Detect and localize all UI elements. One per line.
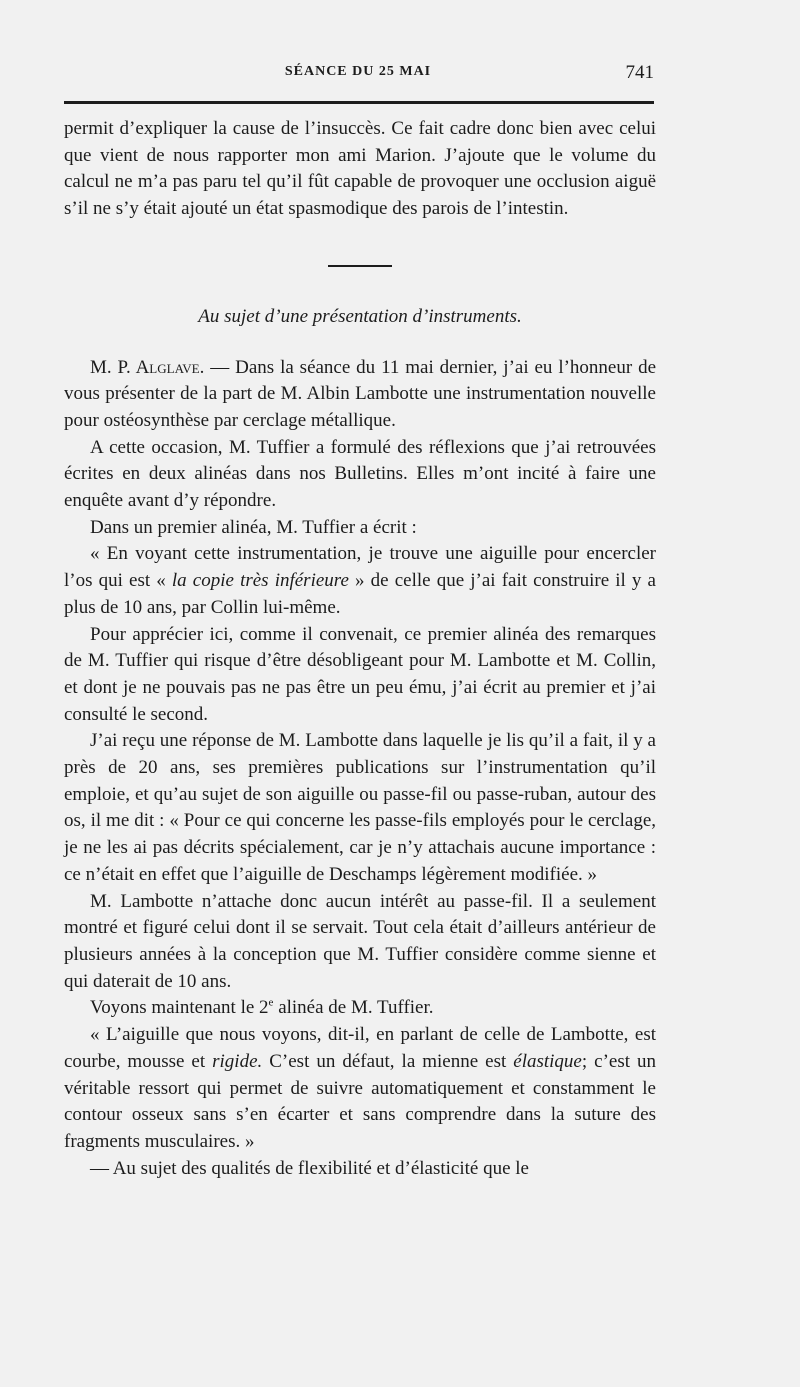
section-divider xyxy=(328,265,392,267)
paragraph: Dans un premier alinéa, M. Tuffier a écrit : xyxy=(90,516,417,538)
running-head xyxy=(62,62,654,86)
paragraph-text: Voyons maintenant le 2 xyxy=(90,997,269,1019)
paragraph-text: alinéa de M. Tuffier. xyxy=(273,997,434,1019)
quote-text: » de celle que j’ai fait construire il y a plus de 10 ans, par Collin lui-même. xyxy=(64,570,656,618)
paragraph xyxy=(64,995,656,1022)
paragraph-intro xyxy=(64,355,656,435)
quoted-paragraph xyxy=(64,541,656,621)
quote-text: « L’aiguille que nous voyons, dit-il, en parlant de celle de Lambotte, est courbe, mousse et xyxy=(64,1024,656,1072)
quoted-paragraph xyxy=(64,1022,656,1156)
section-title: Au sujet d’une présentation d’instruments. xyxy=(198,305,522,327)
paragraph: M. Lambotte n’attache donc aucun intérêt au passe-fil. Il a seulement montré et figuré celui dont il se servait. Tout cela était d’ailleurs antérieur de plusieurs années à la conception que M. Tuffier considère comme sienne et qui daterait de 10 ans. xyxy=(64,890,656,992)
quote-emphasis: la copie très inférieure xyxy=(171,570,349,592)
paragraph-continuation: permit d’expliquer la cause de l’insuccès. Ce fait cadre donc bien avec celui que vient de nous rapporter mon ami Marion. J’ajoute que le volume du calcul ne m’a pas paru tel qu’il fût capable de provoquer une occlusion aiguë s’il ne s’y était ajouté un état spasmodique des parois de l’intestin. xyxy=(64,118,656,220)
quote-emphasis: élastique xyxy=(513,1050,582,1072)
superscript: e xyxy=(268,997,274,1010)
speaker-name: M. P. Alglave. xyxy=(90,356,205,378)
page-number: 741 xyxy=(625,62,654,83)
quote-text: C’est un défaut, la mienne est xyxy=(262,1050,514,1072)
header-rule xyxy=(64,101,654,104)
quote-text: ; c’est un véritable ressort qui permet de suivre automatiquement et constamment le contour osseux sans s’en écarter et sans comprendre dans la suture des fragments musculaires. » xyxy=(64,1050,656,1152)
quote-text: « En voyant cette instrumentation, je trouve une aiguille pour encercler l’os qui est « xyxy=(64,543,656,592)
quote-emphasis: rigide. xyxy=(212,1050,263,1072)
paragraph: Pour apprécier ici, comme il convenait, ce premier alinéa des remarques de M. Tuffier qui risque d’être désobligeant pour M. Lambotte et M. Collin, et dont je ne pouvais pas ne pas être un peu ému, j’ai écrit au premier et j’ai consulté le second. xyxy=(64,623,656,725)
paragraph-intro-text: — Dans la séance du 11 mai dernier, j’ai eu l’honneur de vous présenter de la part de M. Albin Lambotte une instrumentation nouvelle pour ostéosynthèse par cerclage métallique. xyxy=(64,356,657,431)
paragraph: A cette occasion, M. Tuffier a formulé des réflexions que j’ai retrouvées écrites en deux alinéas dans nos Bulletins. Elles m’ont incité à faire une enquête avant d’y répondre. xyxy=(64,436,656,512)
paragraph: — Au sujet des qualités de flexibilité et d’élasticité que le xyxy=(90,1157,529,1179)
body-text xyxy=(64,116,656,1182)
running-title: SÉANCE DU 25 MAI xyxy=(284,64,432,79)
paragraph: J’ai reçu une réponse de M. Lambotte dans laquelle je lis qu’il a fait, il y a près de 20 ans, ses premières publications sur l’instrumentation qu’il emploie, et qu’au sujet de son aiguille ou passe-fil ou passe-ruban, autour des os, il me dit : « Pour ce qui concerne les passe-fils employés pour le cerclage, je ne les ai pas décrits spécialement, car je n’y attachais aucune importance : ce n’était en effet que l’aiguille de Deschamps légèrement modifiée. » xyxy=(64,730,656,885)
